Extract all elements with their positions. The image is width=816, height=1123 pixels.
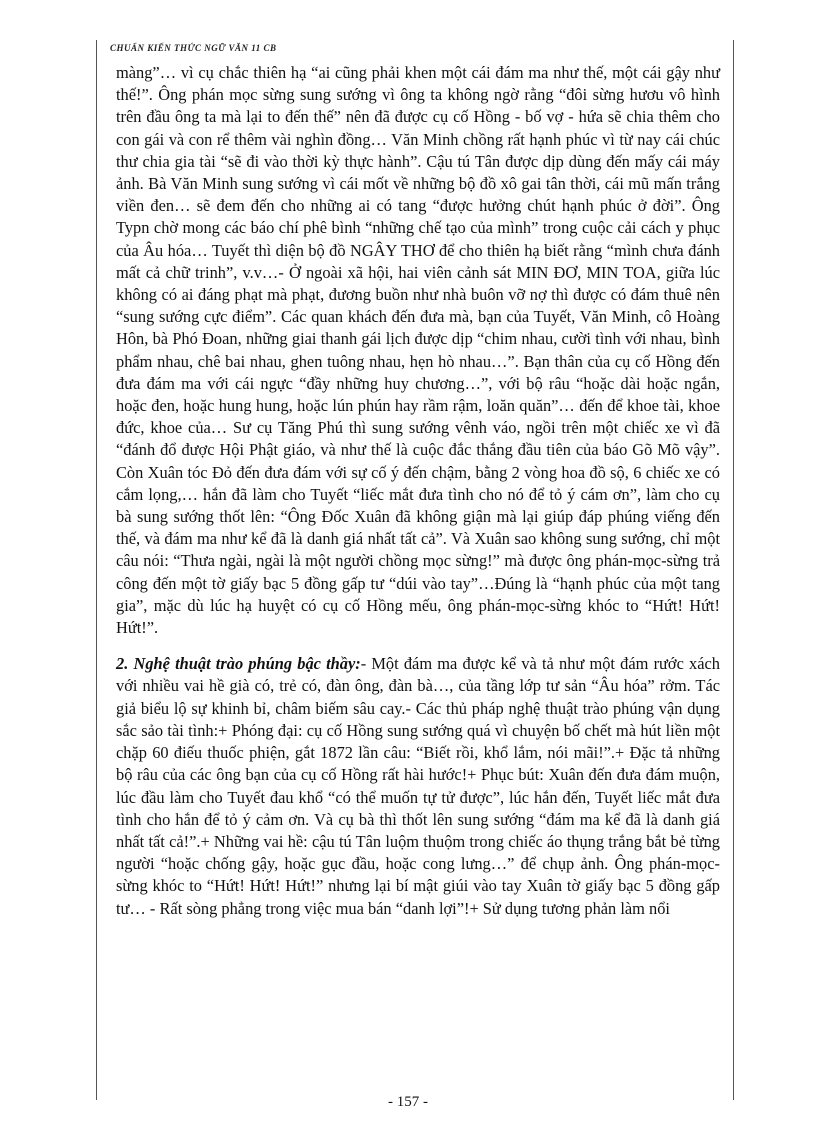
paragraph-1: màng”… vì cụ chắc thiên hạ “ai cũng phải khen một cái đám ma như thế, một cái gậy như thế!”. Ông phán mọc sừng sung sướng vì ông ta không ngờ rằng “đôi sừng hươu vô hình trên đầu ông ta mà lại to đến thế” nên đã được cụ cố Hồng - bố vợ - hứa sẽ chia thêm cho con gái và con rể thêm vài nghìn đồng… Văn Minh chồng rất hạnh phúc vì từ nay cái chúc thư chia gia tài “sẽ đi vào thời kỳ thực hành”. Cậu tú Tân được dịp dùng đến mấy cái máy ảnh. Bà Văn Minh sung sướng vì cái mốt về những bộ đồ xô gai tân thời, cái mũ mấn trắng viền đen… sẽ đem đến cho những ai có tang “được hưởng chút hạnh phúc ở đời”. Ông Typn chờ mong các báo chí phê bình “những chế tạo của mình” trong cuộc cải cách y phục của Âu hóa… Tuyết thì diện bộ đồ NGÂY THƠ để cho thiên hạ biết rằng “mình chưa đánh mất cả chữ trinh”, v.v…- Ở ngoài xã hội, hai viên cảnh sát MIN ĐƠ, MIN TOA, giữa lúc không có ai đáng phạt mà phạt, đương buồn như nhà buôn vỡ nợ thì được có đám thuê nên “sung sướng cực điểm”. Các quan khách đến đưa mà, bạn của Tuyết, Văn Minh, cô Hoàng Hôn, bà Phó Đoan, những giai thanh gái lịch được dịp “chim nhau, cười tình với nhau, bình phẩm nhau, chê bai nhau, ghen tuông nhau, hẹn hò nhau…”. Bạn thân của cụ cố Hồng đến đưa đám ma với cái ngực “đầy những huy chương…”, với bộ râu “hoặc dài hoặc ngắn, hoặc đen, hoặc hung hung, hoặc lún phún hay rầm rậm, loăn quăn”… đến để khoe tài, khoe đức, khoe của… Sư cụ Tăng Phú thì sung sướng vênh váo, ngồi trên một chiếc xe vì đã “đánh đổ được Hội Phật giáo, và như thế là cuộc đắc thắng đầu tiên của báo Gõ Mõ vậy”. Còn Xuân tóc Đỏ đến đưa đám với sự cố ý đến chậm, bằng 2 vòng hoa đồ sộ, 6 chiếc xe có cắm lọng,… hắn đã làm cho Tuyết “liếc mắt đưa tình cho nó để tỏ ý cám ơn”, làm cho cụ bà sung sướng thốt lên: “Ông Đốc Xuân đã không giận mà lại giúp đáp phúng viếng đến thế, và đám ma như kể đã là danh giá nhất tất cả”. Và Xuân sao không sung sướng, chỉ một câu nói: “Thưa ngài, ngài là một người chồng mọc sừng!” mà được ông phán-mọc-sừng trả công đến một tờ giấy bạc 5 đồng gấp tư “dúi vào tay”…Đúng là “hạnh phúc của một tang gia”, mặc dù lúc hạ huyệt có cụ cố Hồng mếu, ông phán-mọc-sừng khóc to “Hứt! Hứt! Hứt!”. <box>116 63 720 638</box>
page-number: - 157 - <box>388 1094 428 1110</box>
running-header: CHUẨN KIẾN THỨC NGỮ VĂN 11 CB <box>110 43 277 53</box>
paragraph-2-text: - Một đám ma được kể và tả như một đám rước xách với nhiều vai hề già có, trẻ có, đàn ông, đàn bà…, của tầng lớp tư sản “Âu hóa” rởm. Tác giả biểu lộ sự khinh bỉ, châm biếm sâu cay.- Các thủ pháp nghệ thuật trào phúng vận dụng sắc sảo tài tình:+ Phóng đại: cụ cố Hồng sung sướng quá vì chuyện bố chết mà hút liền một chặp 60 điếu thuốc phiện, gắt 1872 lần câu: “Biết rồi, khổ lắm, nói mãi!”.+ Đặc tả những bộ râu của các ông bạn của cụ cố Hồng rất hài hước!+ Phục bút: Xuân đến đưa đám muộn, lúc đầu làm cho Tuyết đau khổ “có thể muốn tự tử được”, lúc hắn đến, Tuyết liếc mắt đưa tình cho hắn để tỏ ý cảm ơn. Và cụ bà thì thốt lên sung sướng “đám ma kể đã là danh giá nhất tất cả!”.+ Những vai hề: cậu tú Tân luộm thuộm trong chiếc áo thụng trắng bắt bẻ từng người “hoặc chống gậy, hoặc gục đầu, hoặc cong lưng…” để chụp ảnh. Ông phán-mọc-sừng khóc to “Hứt! Hứt! Hứt!” nhưng lại bí mật giúi vào tay Xuân tờ giấy bạc 5 đồng gấp tư… - Rất sòng phẳng trong việc mua bán “danh lợi”!+ Sử dụng tương phản làm nổi <box>116 654 720 918</box>
section-heading: 2. Nghệ thuật trào phúng bậc thầy: <box>116 654 361 674</box>
paragraph-2 <box>116 653 720 919</box>
document-body <box>116 62 720 920</box>
